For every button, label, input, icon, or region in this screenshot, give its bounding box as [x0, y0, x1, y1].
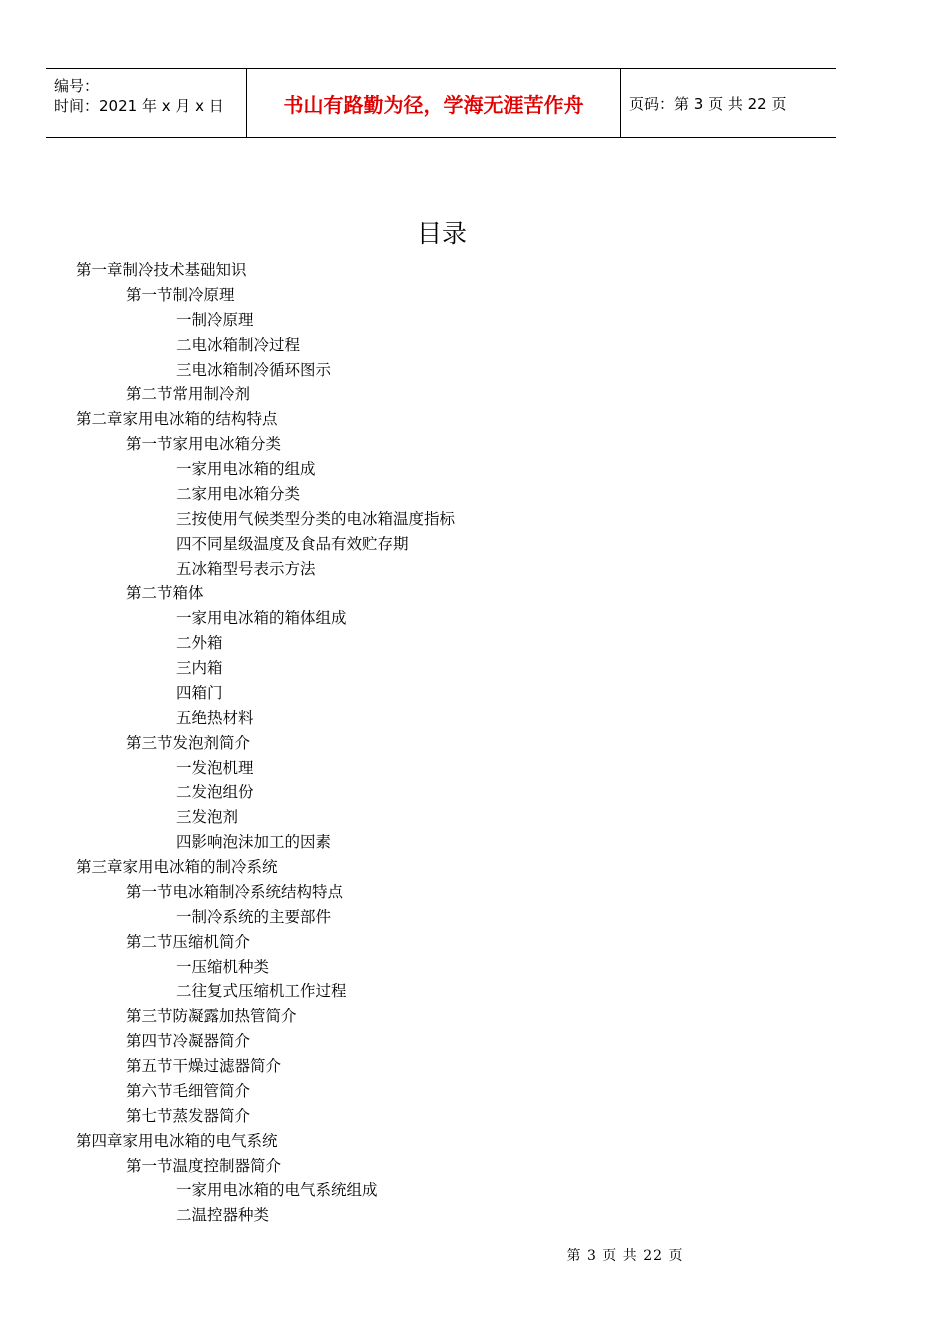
toc-section: 第七节蒸发器简介 — [126, 1106, 251, 1125]
toc-subsection: 三内箱 — [176, 659, 223, 677]
toc-section: 第一节制冷原理 — [126, 285, 235, 304]
page-label: 页码：第 3 页 共 22 页 — [629, 94, 787, 113]
toc-subsection: 四影响泡沫加工的因素 — [176, 833, 332, 852]
toc-section: 第四节冷凝器简介 — [126, 1032, 251, 1051]
toc-subsection: 五冰箱型号表示方法 — [176, 559, 316, 578]
toc-subsection: 五绝热材料 — [176, 708, 254, 727]
toc-chapter: 第三章家用电冰箱的制冷系统 — [76, 858, 278, 876]
toc-subsection: 二家用电冰箱分类 — [176, 484, 301, 503]
page-footer: 第 3 页 共 22 页 — [566, 1248, 684, 1264]
toc-subsection: 一家用电冰箱的组成 — [176, 460, 316, 478]
toc-subsection: 二发泡组份 — [176, 783, 254, 802]
toc-section: 第五节干燥过滤器简介 — [126, 1057, 282, 1075]
toc-section: 第一节家用电冰箱分类 — [126, 435, 282, 454]
header-info-cell — [46, 69, 247, 137]
toc-section: 第三节防凝露加热管简介 — [126, 1007, 297, 1026]
toc-subsection: 四箱门 — [176, 683, 223, 702]
toc-subsection: 一家用电冰箱的箱体组成 — [176, 609, 347, 628]
toc-chapter: 第一章制冷技术基础知识 — [76, 261, 247, 279]
toc-chapter: 第二章家用电冰箱的结构特点 — [76, 410, 278, 429]
page-header — [46, 68, 836, 138]
toc-section: 第一节电冰箱制冷系统结构特点 — [126, 882, 344, 901]
header-motto-cell — [247, 69, 621, 137]
toc-section: 第六节毛细管简介 — [126, 1081, 251, 1100]
toc-subsection: 一发泡机理 — [176, 758, 254, 777]
toc-subsection: 一家用电冰箱的电气系统组成 — [176, 1181, 378, 1200]
toc-section: 第二节箱体 — [126, 584, 204, 603]
toc-section: 第二节常用制冷剂 — [126, 385, 251, 404]
number-label: 编号： — [54, 77, 100, 95]
toc-subsection: 二电冰箱制冷过程 — [176, 335, 301, 354]
toc-list — [0, 258, 950, 1228]
toc-section: 第一节温度控制器简介 — [126, 1156, 282, 1175]
toc-subsection: 一制冷系统的主要部件 — [176, 907, 332, 926]
toc-chapter: 第四章家用电冰箱的电气系统 — [76, 1131, 278, 1150]
toc-subsection: 二温控器种类 — [176, 1206, 270, 1225]
toc-subsection: 一制冷原理 — [176, 310, 254, 329]
header-page-cell — [621, 69, 836, 137]
time-label: 时间：2021 年 x 月 x 日 — [54, 97, 224, 115]
toc-section: 第二节压缩机简介 — [126, 932, 251, 951]
toc-subsection: 一压缩机种类 — [176, 957, 270, 976]
toc-subsection: 三按使用气候类型分类的电冰箱温度指标 — [176, 509, 456, 528]
motto-text: 书山有路勤为径，学海无涯苦作舟 — [283, 92, 584, 117]
toc-subsection: 二外箱 — [176, 634, 223, 653]
toc-subsection: 二往复式压缩机工作过程 — [176, 982, 347, 1001]
toc-title: 目录 — [416, 219, 467, 248]
toc-subsection: 三发泡剂 — [176, 808, 239, 827]
toc-subsection: 四不同星级温度及食品有效贮存期 — [176, 534, 409, 553]
toc-section: 第三节发泡剂简介 — [126, 733, 251, 752]
toc-subsection: 三电冰箱制冷循环图示 — [176, 360, 332, 379]
